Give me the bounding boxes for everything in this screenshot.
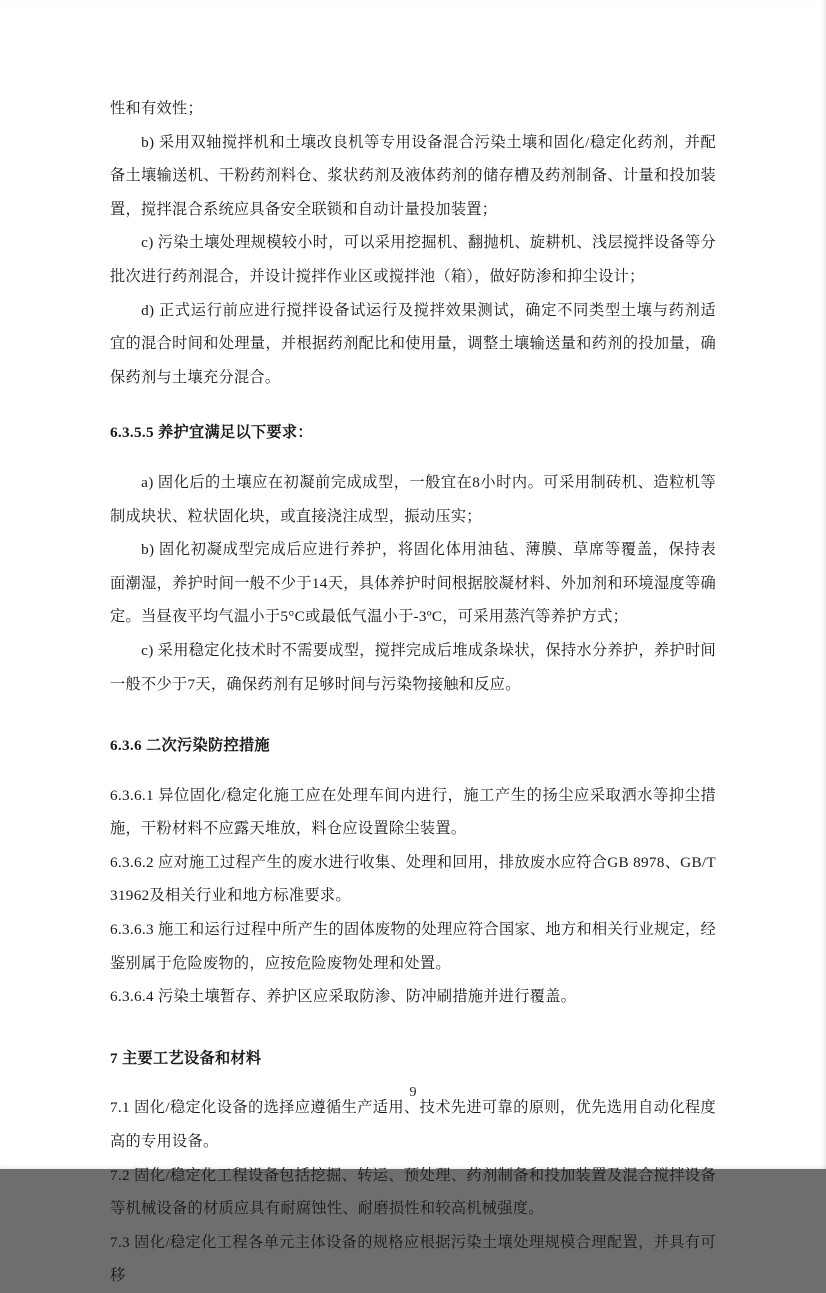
heading-6-3-5-5: 6.3.5.5 养护宜满足以下要求： [110, 424, 313, 442]
spacer [110, 763, 716, 779]
spacer [110, 394, 716, 416]
list-item-c-6-3-5-5: c) 采用稳定化技术时不需要成型，搅拌完成后堆成条垛状，保持水分养护，养护时间一般不少于7天，确保药剂有足够时间与污染物接触和反应。 [110, 641, 716, 693]
list-item-b-6-3-5-5: b) 固化初凝成型完成后应进行养护，将固化体用油毡、薄膜、草席等覆盖，保持表面潮湿，养护时间一般不少于14天，具体养护时间根据胶凝材料、外加剂和环境湿度等确定。当昼夜平均气温小于5°C或最低气温小于-3ºC，可采用蒸汽等养护方式； [110, 541, 716, 626]
page-content [110, 92, 716, 1293]
clause-6-3-6-4: 6.3.6.4 污染土壤暂存、养护区应采取防渗、防冲刷措施并进行覆盖。 [110, 988, 577, 1006]
list-item-c-6-3-5-4: c) 污染土壤处理规模较小时，可以采用挖掘机、翻抛机、旋耕机、浅层搅拌设备等分批次进行药剂混合，并设计搅拌作业区或搅拌池（箱），做好防渗和抑尘设计； [110, 234, 716, 285]
clause-6-3-6-2: 6.3.6.2 应对施工过程产生的废水进行收集、处理和回用，排放废水应符合GB 8978、GB/T 31962及相关行业和地方标准要求。 [110, 853, 716, 905]
clause-7-3: 7.3 固化/稳定化工程各单元主体设备的规格应根据污染土壤处理规模合理配置，并具有可移 [110, 1233, 716, 1285]
list-item-b-6-3-5-4: b) 采用双轴搅拌机和土壤改良机等专用设备混合污染土壤和固化/稳定化药剂，并配备土壤输送机、干粉药剂料仓、浆状药剂及液体药剂的储存槽及药剂制备、计量和投加装置，搅拌混合系统应具备安全联锁和自动计量投加装置； [110, 133, 716, 218]
list-item-a-6-3-5-5: a) 固化后的土壤应在初凝前完成成型，一般宜在8小时内。可采用制砖机、造粒机等制成块状、粒状固化块，或直接浇注成型，振动压实； [110, 473, 716, 525]
heading-7: 7 主要工艺设备和材料 [110, 1049, 262, 1067]
list-item-d-6-3-5-4: d) 正式运行前应进行搅拌设备试运行及搅拌效果测试，确定不同类型土壤与药剂适宜的混合时间和处理量，并根据药剂配比和使用量，调整土壤输送量和药剂的投加量，确保药剂与土壤充分混合。 [110, 301, 716, 386]
spacer [110, 701, 716, 729]
page-number: 9 [409, 1085, 417, 1100]
clause-7-1: 7.1 固化/稳定化设备的选择应遵循生产适用、技术先进可靠的原则，优先选用自动化程度高的专用设备。 [110, 1099, 716, 1151]
clause-6-3-6-1: 6.3.6.1 异位固化/稳定化施工应在处理车间内进行，施工产生的扬尘应采取洒水等抑尘措施，干粉材料不应露天堆放，料仓应设置除尘装置。 [110, 786, 716, 838]
continued-paragraph: 性和有效性； [110, 100, 203, 117]
clause-7-2: 7.2 固化/稳定化工程设备包括挖掘、转运、预处理、药剂制备和投加装置及混合搅拌设备等机械设备的材质应具有耐腐蚀性、耐磨损性和较高机械强度。 [110, 1166, 716, 1218]
spacer [110, 1014, 716, 1042]
heading-6-3-6: 6.3.6 二次污染防控措施 [110, 737, 270, 755]
clause-6-3-6-3: 6.3.6.3 施工和运行过程中所产生的固体废物的处理应符合国家、地方和相关行业规定，经鉴别属于危险废物的，应按危险废物处理和处置。 [110, 921, 716, 972]
spacer [110, 450, 716, 466]
